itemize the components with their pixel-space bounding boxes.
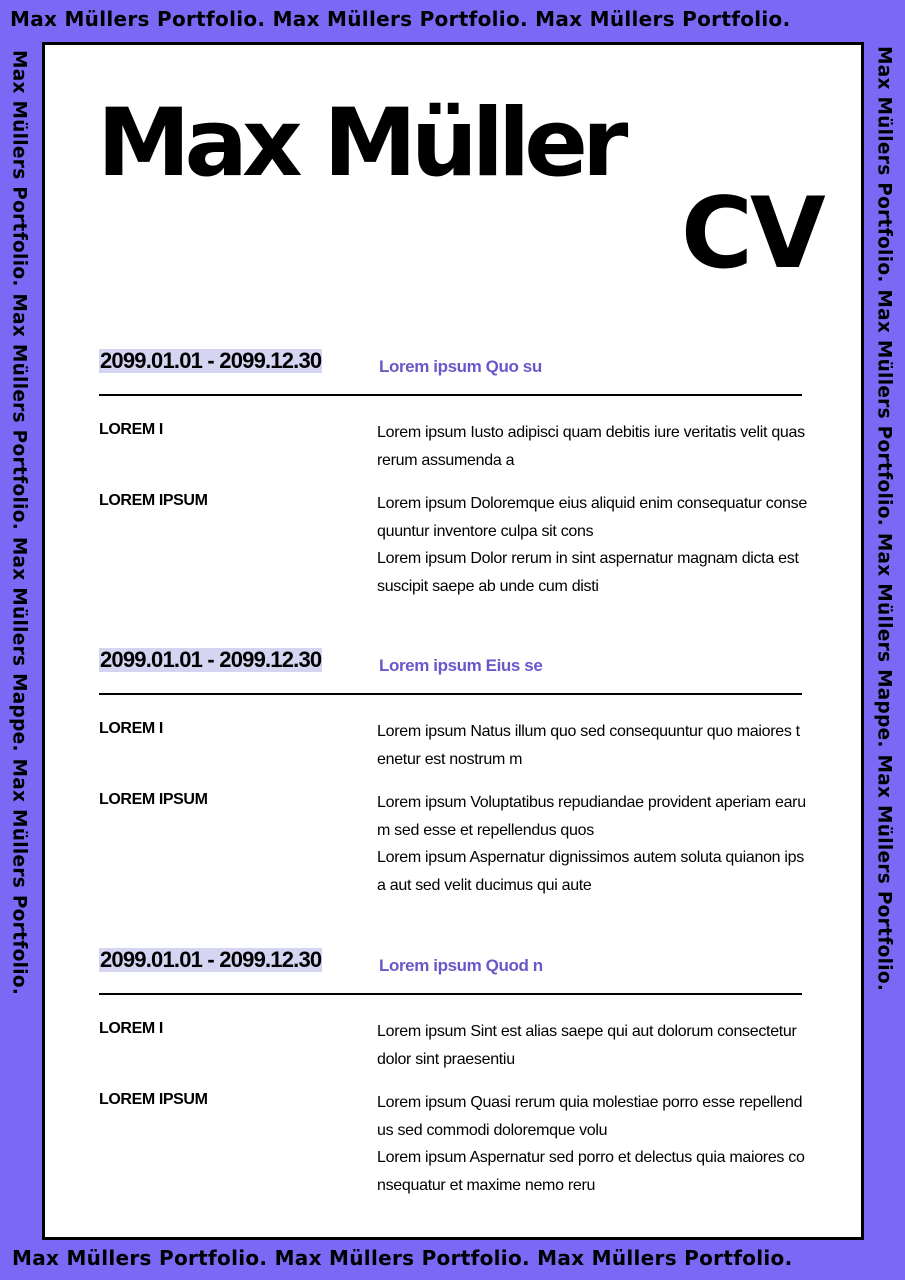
banner-right: Max Müllers Portfolio. Max Müllers Portfolio. Max Müllers Mappe. Max Müllers Portfolio. [873, 46, 895, 992]
entry-date: 2099.01.01 - 2099.12.30 [100, 348, 322, 373]
row-label: LOREM IPSUM [99, 791, 208, 808]
row-label: LOREM IPSUM [99, 492, 208, 509]
row-label: LOREM I [99, 720, 163, 737]
row-text: Lorem ipsum Natus illum quo sed consequuntur quo maiores tenetur est nostrum m [377, 723, 800, 768]
banner-bottom: Max Müllers Portfolio. Max Müllers Portfolio. Max Müllers Portfolio. [12, 1246, 793, 1270]
row-text: Lorem ipsum Iusto adipisci quam debitis iure veritatis velit quas rerum assumenda a [377, 424, 805, 469]
banner-left: Max Müllers Portfolio. Max Müllers Portfolio. Max Müllers Mappe. Max Müllers Portfolio. [8, 50, 30, 996]
row-label: LOREM I [99, 421, 163, 438]
row-text: Lorem ipsum Dolor rerum in sint aspernatur magnam dicta est suscipit saepe ab unde cum disti [377, 550, 799, 595]
row-text: Lorem ipsum Sint est alias saepe qui aut dolorum consectetur dolor sint praesentiu [377, 1023, 797, 1068]
row-label: LOREM IPSUM [99, 1091, 208, 1108]
row-text: Lorem ipsum Doloremque eius aliquid enim consequatur consequuntur inventore culpa sit cons [377, 495, 807, 540]
entry-date: 2099.01.01 - 2099.12.30 [100, 647, 322, 672]
divider [99, 693, 802, 695]
entry-role: Lorem ipsum Quo su [379, 357, 542, 376]
banner-top: Max Müllers Portfolio. Max Müllers Portfolio. Max Müllers Portfolio. [10, 7, 791, 31]
entry-role: Lorem ipsum Eius se [379, 656, 543, 675]
entry-role: Lorem ipsum Quod n [379, 956, 543, 975]
row-text: Lorem ipsum Aspernatur dignissimos autem soluta quianon ipsa aut sed velit ducimus qui aute [377, 849, 804, 894]
divider [99, 394, 802, 396]
divider [99, 993, 802, 995]
row-label: LOREM I [99, 1020, 163, 1037]
row-text: Lorem ipsum Voluptatibus repudiandae provident aperiam earum sed esse et repellendus quos [377, 794, 806, 839]
row-text: Lorem ipsum Aspernatur sed porro et delectus quia maiores consequatur et maxime nemo reru [377, 1149, 805, 1194]
row-text: Lorem ipsum Quasi rerum quia molestiae porro esse repellendus sed commodi doloremque volu [377, 1094, 803, 1139]
entry-date: 2099.01.01 - 2099.12.30 [100, 947, 322, 972]
cv-page [42, 42, 864, 1240]
page-title: Max Müller [97, 89, 623, 198]
cv-heading: CV [681, 177, 823, 291]
